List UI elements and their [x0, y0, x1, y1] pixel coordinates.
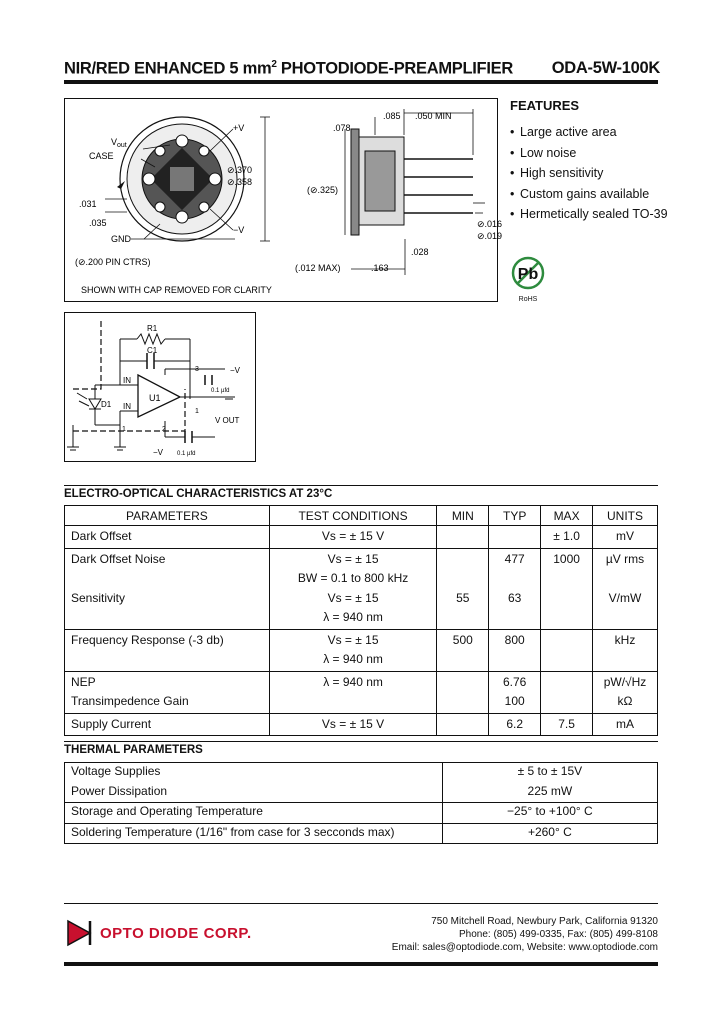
units-cell [599, 570, 651, 590]
typ-cell: 477 [504, 551, 525, 566]
bottom-rule [64, 962, 658, 966]
cap-top-label: 0.1 µfd [211, 388, 230, 394]
col-header: TYP [489, 506, 541, 526]
pin1b-label: 1 [122, 426, 126, 433]
max-cell: 1000 [553, 551, 580, 566]
cond-cell: λ = 940 nm [323, 610, 383, 624]
table-header-row [65, 506, 658, 526]
vout-label-schem: V OUT [215, 416, 240, 425]
thermal-value: +260° C [527, 824, 572, 839]
col-header: PARAMETERS [65, 506, 270, 526]
diode-logo-icon [64, 918, 94, 948]
param-cell: Transimpedence Gain [71, 694, 189, 708]
table-row [65, 629, 658, 671]
vout-label: $V_{out}$ [111, 137, 127, 149]
thermal-table [64, 762, 658, 844]
dim-325: (⊘.325) [307, 185, 339, 195]
dim-370: ⊘.370 [227, 165, 253, 175]
min-cell [443, 570, 482, 590]
units-cell: mV [616, 529, 635, 543]
units-cell: pW/√Hz [603, 674, 647, 689]
title-rule [64, 80, 658, 84]
schematic-diagram [64, 312, 256, 462]
typ-cell: 6.2 [506, 716, 524, 731]
feature-item: • Low noise [510, 143, 668, 164]
thermal-value: ± 5 to ± 15V [517, 764, 583, 778]
cond-cell: Vs = ± 15 V [321, 529, 385, 543]
cap-bot-label: 0.1 µfd [177, 451, 196, 457]
neg-v-bot-label: −V [153, 448, 164, 457]
param-cell: Dark Offset [71, 529, 132, 543]
cond-cell [276, 693, 431, 713]
max-cell [547, 651, 586, 671]
typ-cell: 6.76 [503, 674, 527, 689]
param-cell: Frequency Response (-3 db) [71, 632, 224, 647]
col-header: UNITS [593, 506, 658, 526]
min-cell [443, 651, 482, 671]
col-header: MIN [437, 506, 489, 526]
gnd-label: GND [111, 234, 131, 244]
thermal-value: −25° to +100° C [507, 804, 593, 818]
case-label: CASE [89, 151, 114, 161]
cond-cell: Vs = ± 15 [327, 590, 379, 605]
feature-item: • High sensitivity [510, 163, 668, 184]
feature-item: • Hermetically sealed TO-39 [510, 204, 668, 225]
pin3-label: 3 [195, 366, 199, 373]
product-title: NIR/RED ENHANCED 5 $mm^2$ PHOTODIODE-PREAMPLIFIER [64, 58, 513, 77]
typ-cell [495, 528, 534, 548]
param-cell: NEP [71, 674, 96, 689]
dim-019: ⊘.019 [477, 231, 503, 241]
units-cell: kHz [614, 632, 636, 647]
dim-163: .163 [371, 263, 389, 273]
thermal-param: Power Dissipation [71, 783, 168, 798]
dim-012-max: (.012 MAX) [295, 263, 341, 273]
max-cell [547, 570, 586, 590]
mechanical-drawing [64, 98, 503, 302]
min-cell [443, 551, 482, 571]
electro-optical-table [64, 505, 658, 736]
units-cell [599, 609, 651, 629]
pin1-label: 1 [195, 408, 199, 415]
typ-cell: 100 [504, 694, 525, 708]
thermal-heading: THERMAL PARAMETERS [64, 744, 203, 756]
param-cell: Dark Offset Noise [71, 551, 166, 566]
feature-item: • Custom gains available [510, 184, 668, 205]
minus-v-label: −V [233, 225, 245, 235]
max-cell [547, 632, 586, 652]
min-cell [443, 693, 482, 713]
table-row [65, 671, 658, 713]
units-cell: µV rms [605, 551, 645, 566]
electro-optical-heading: ELECTRO-OPTICAL CHARACTERISTICS AT 23°C [64, 488, 333, 500]
typ-cell [495, 609, 534, 629]
param-cell [71, 609, 263, 629]
dim-028: .028 [411, 247, 429, 257]
address-line: 750 Mitchell Road, Newbury Park, California 91320 [431, 916, 658, 927]
dim-016: ⊘.016 [477, 219, 503, 229]
thermal-param: Storage and Operating Temperature [71, 804, 263, 818]
cond-cell: λ = 940 nm [323, 674, 383, 689]
part-number: ODA-5W-100K [551, 59, 660, 77]
c1-label: C1 [147, 346, 158, 355]
thermal-param: Soldering Temperature (1/16" from case for 3 secconds max) [71, 824, 395, 839]
param-cell [71, 570, 263, 590]
max-cell: ± 1.0 [553, 529, 580, 543]
cond-cell: Vs = ± 15 [327, 551, 379, 566]
table-row [65, 526, 658, 549]
col-header: MAX [541, 506, 593, 526]
dim-031: .031 [79, 199, 97, 209]
d1-label: D1 [101, 400, 112, 409]
section-rule [64, 485, 658, 486]
footer-rule [64, 903, 658, 904]
section-rule [64, 741, 658, 742]
pin2-label: 2 [162, 426, 166, 433]
thermal-value: 225 mW [527, 783, 573, 798]
plus-v-label: +V [233, 123, 245, 133]
typ-cell [495, 570, 534, 590]
drawing-note: SHOWN WITH CAP REMOVED FOR CLARITY [81, 285, 272, 295]
cond-cell: λ = 940 nm [323, 652, 383, 666]
param-cell: Supply Current [71, 716, 152, 731]
features-list [510, 122, 668, 225]
table-row [65, 763, 658, 803]
dim-078: .078 [333, 123, 351, 133]
neg-v-label: −V [230, 366, 241, 375]
u1-label: U1 [149, 393, 161, 403]
page-title [64, 54, 660, 78]
in-top-label: IN [123, 376, 131, 385]
max-cell: 7.5 [558, 716, 575, 731]
rohs-badge [508, 255, 548, 305]
cond-cell: BW = 0.1 to 800 kHz [297, 571, 409, 585]
param-cell: Sensitivity [71, 590, 126, 605]
table-row [65, 548, 658, 629]
dim-085: .085 [383, 111, 401, 121]
dim-035: .035 [89, 218, 107, 228]
param-cell [71, 651, 263, 671]
pin-ctrs-dim: (⊘.200 PIN CTRS) [75, 257, 151, 267]
pb-symbol: Pb [517, 266, 539, 283]
in-bot-label: IN [123, 402, 131, 411]
min-cell [443, 609, 482, 629]
table-row [65, 823, 658, 844]
min-cell: 500 [452, 632, 473, 647]
cond-cell: Vs = ± 15 [327, 632, 379, 647]
col-header: TEST CONDITIONS [269, 506, 437, 526]
min-cell [443, 528, 482, 548]
units-cell: kΩ [617, 694, 633, 708]
phone-line: Phone: (805) 499-0335, Fax: (805) 499-8108 [458, 929, 658, 940]
units-cell: V/mW [608, 590, 642, 605]
cond-cell: Vs = ± 15 V [321, 716, 385, 731]
contact-line: Email: sales@optodiode.com, Website: www.optodiode.com [391, 942, 658, 953]
company-logo [64, 918, 252, 948]
units-cell: mA [616, 716, 635, 731]
company-name: OPTO DIODE CORP. [100, 924, 252, 942]
typ-cell [495, 651, 534, 671]
rohs-label: RoHS [518, 296, 538, 303]
thermal-param: Voltage Supplies [71, 764, 161, 778]
max-cell [547, 674, 586, 694]
units-cell [599, 651, 651, 671]
features-heading: FEATURES [510, 98, 580, 113]
typ-cell: 63 [508, 590, 522, 605]
max-cell [547, 609, 586, 629]
feature-item: • Large active area [510, 122, 668, 143]
max-cell [547, 590, 586, 610]
max-cell [547, 693, 586, 713]
min-cell: 55 [456, 590, 470, 605]
table-row [65, 803, 658, 824]
dim-358: ⊘.358 [227, 177, 253, 187]
table-row [65, 713, 658, 736]
typ-cell: 800 [504, 632, 525, 647]
dim-050-min: .050 MIN [415, 111, 452, 121]
r1-label: R1 [147, 324, 158, 333]
min-cell [443, 674, 482, 694]
min-cell [443, 716, 482, 736]
company-address [392, 915, 658, 954]
